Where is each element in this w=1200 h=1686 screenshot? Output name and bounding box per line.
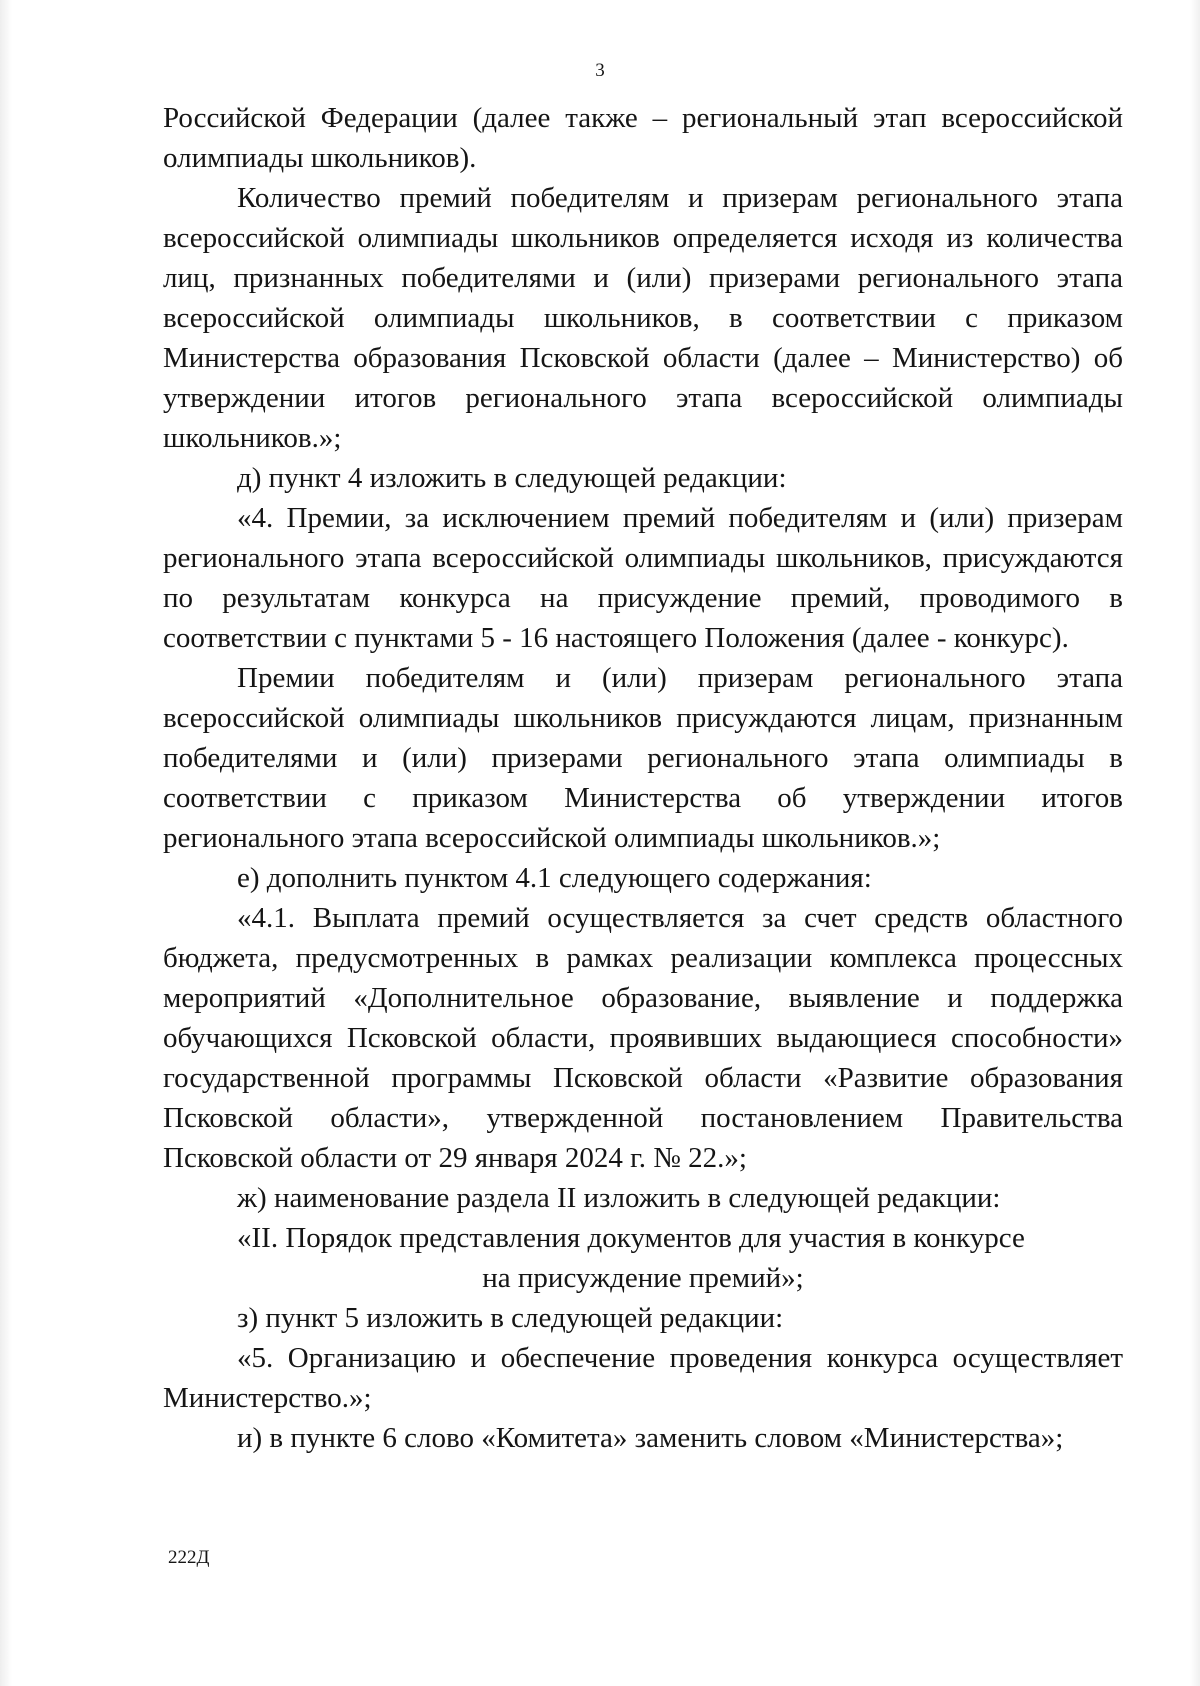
page-number: 3 (595, 60, 605, 81)
scan-edge-left (0, 0, 12, 1686)
paragraph-item-i: и) в пункте 6 слово «Комитета» заменить словом «Министерства»; (237, 1422, 1064, 1454)
paragraph-item-e: е) дополнить пунктом 4.1 следующего содержания: (237, 862, 872, 894)
paragraph-prize-count: Количество премий победителям и призерам регионального этапа всероссийской олимпиады школьников определяется исходя из количества лиц, признанных победителями и (или) призерами регионального этапа всероссийской олимпиады школьников, в соответствии с приказом Министерства образования Псковской области (далее – Министерство) об утверждении итогов регионального этапа всероссийской олимпиады школьников.»; (163, 182, 1123, 454)
scan-edge-right (1190, 0, 1200, 1686)
paragraph-point-4: «4. Премии, за исключением премий победителям и (или) призерам регионального этапа всероссийской олимпиады школьников, присуждаются по результатам конкурса на присуждение премий, проводимого в соответствии с пунктами 5 - 16 настоящего Положения (далее - конкурс). (163, 502, 1123, 654)
section-heading-line-2: на присуждение премий»; (482, 1262, 804, 1294)
paragraph-point-5: «5. Организацию и обеспечение проведения конкурса осуществляет Министерство.»; (163, 1342, 1123, 1414)
paragraph-item-z: з) пункт 5 изложить в следующей редакции: (237, 1302, 784, 1334)
paragraph-continuation: Российской Федерации (далее также – региональный этап всероссийской олимпиады школьников). (163, 102, 1123, 174)
footer-code: 222Д (168, 1547, 210, 1568)
document-body (163, 98, 1123, 1458)
paragraph-item-zh: ж) наименование раздела II изложить в следующей редакции: (237, 1182, 1001, 1214)
paragraph-winners-prizes: Премии победителям и (или) призерам регионального этапа всероссийской олимпиады школьников присуждаются лицам, признанным победителями и (или) призерами регионального этапа олимпиады в соответствии с приказом Министерства об утверждении итогов регионального этапа всероссийской олимпиады школьников.»; (163, 662, 1123, 854)
section-heading-line-1: «II. Порядок представления документов для участия в конкурсе (237, 1222, 1025, 1254)
paragraph-point-4-1: «4.1. Выплата премий осуществляется за счет средств областного бюджета, предусмотренных в рамках реализации комплекса процессных мероприятий «Дополнительное образование, выявление и поддержка обучающихся Псковской области, проявивших выдающиеся способности» государственной программы Псковской области «Развитие образования Псковской области», утвержденной постановлением Правительства Псковской области от 29 января 2024 г. № 22.»; (163, 902, 1123, 1174)
paragraph-item-d: д) пункт 4 изложить в следующей редакции: (237, 462, 787, 494)
